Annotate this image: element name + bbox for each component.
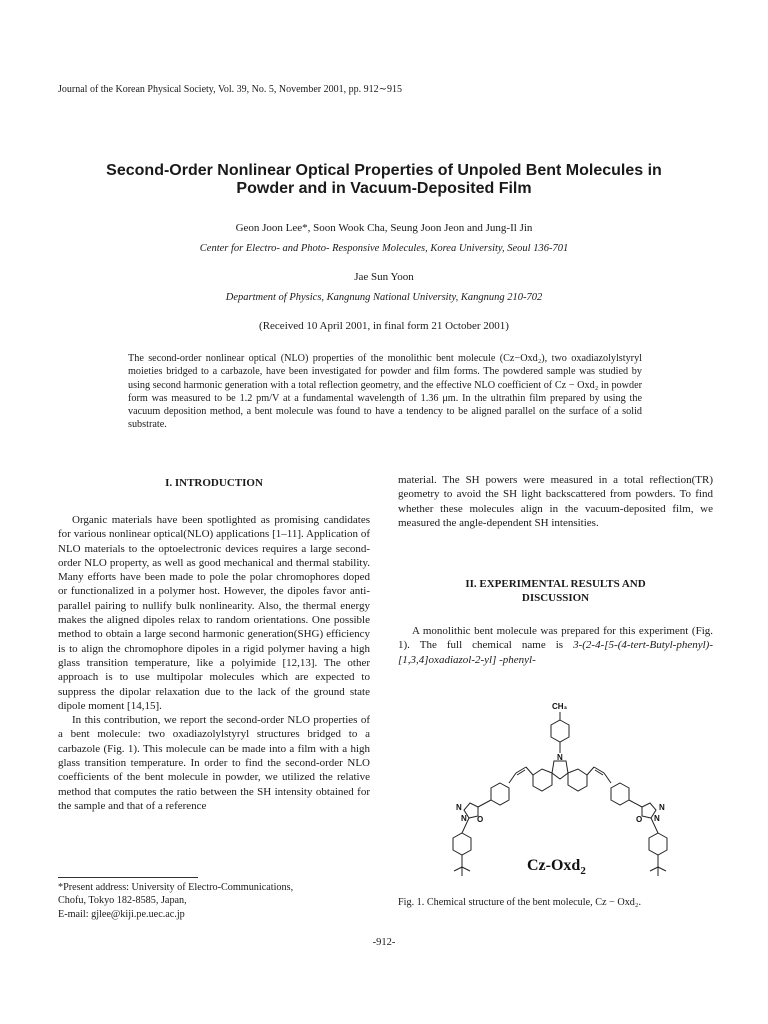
received-dates: (Received 10 April 2001, in final form 21 October 2001) xyxy=(259,320,509,332)
carbazole-left-ring xyxy=(533,769,552,791)
left-n-label-1: N xyxy=(456,803,462,812)
right-lower-phenyl-ring xyxy=(649,833,667,855)
introduction-body xyxy=(58,513,370,813)
author-separator: and xyxy=(464,222,486,234)
right-n-label-1: N xyxy=(659,803,665,812)
section-heading-results xyxy=(398,577,713,606)
results-paragraph-1 xyxy=(398,624,713,667)
title-line-2: Powder and in Vacuum-Deposited Film xyxy=(236,180,532,197)
compound-label-text: Cz-Oxd xyxy=(527,857,581,874)
left-n-label-2: N xyxy=(461,814,467,823)
affiliation-1: Center for Electro- and Photo- Responsive Molecules, Korea University, Seoul 136-701 xyxy=(199,243,569,254)
title-line-1: Second-Order Nonlinear Optical Properties of Unpoled Bent Molecules in xyxy=(106,162,662,179)
paper-title xyxy=(40,162,728,198)
right-vinyl-double-bond-2 xyxy=(595,770,603,775)
right-column-continuation xyxy=(398,473,713,530)
right-vinyl-bond-1 xyxy=(587,767,594,775)
abstract: The second-order nonlinear optical (NLO) properties of the monolithic bent molecule (Cz−Oxd₂), two oxadiazolylstyryl moieties bridged to a carbazole, have been investigated for powder and film forms. The powdered sample was studied by using second harmonic generation with a total reflection geometry, and the effective NLO coefficient of Cz − Oxd₂ in powder form was measured to be 1.2 pm/V at a fundamental wavelength of 1.36 μm. In the ultrathin film prepared by using the vacuum deposition method, a bent molecule was found to have a tendency to be aligned parallel on the surface of a solid substrate. xyxy=(128,353,642,431)
footnote-rule xyxy=(58,877,198,878)
left-vinyl-bond-2 xyxy=(509,773,516,783)
author-4: Jung-Il Jin xyxy=(485,222,533,234)
compound-label xyxy=(527,857,586,877)
author-5: Jae Sun Yoon xyxy=(354,271,414,283)
carbazole-right-ring xyxy=(568,769,587,791)
right-n-label-2: N xyxy=(654,814,660,823)
section-heading-introduction: I. INTRODUCTION xyxy=(165,477,263,489)
page-number: -912- xyxy=(372,937,396,948)
left-o-label: O xyxy=(477,815,484,824)
right-oxadiazole-bond xyxy=(629,800,642,807)
right-vinyl-bond-2 xyxy=(604,773,611,783)
chemical-structure-figure xyxy=(430,695,700,895)
footnote-line-1: *Present address: University of Electro-Communications, xyxy=(58,882,294,893)
author-1: Geon Joon Lee*, xyxy=(235,222,314,234)
figure-caption: Fig. 1. Chemical structure of the bent molecule, Cz − Oxd₂. xyxy=(398,897,641,908)
right-phenyl-ring xyxy=(611,783,629,805)
right-o-label: O xyxy=(636,815,643,824)
section-heading-line-1: II. EXPERIMENTAL RESULTS AND xyxy=(465,578,646,590)
footnote-line-3: E-mail: gjlee@kiji.pe.uec.ac.jp xyxy=(58,908,185,920)
intro-paragraph-1: Organic materials have been spotlighted as promising candidates for various nonlinear optical(NLO) applications [1–11]. Application of NLO materials to the optoelectronic devices requires a large second-order NLO property, as well as good mechanical and thermal stability. Many efforts have been made to pole the polar chromophores doped or functionalized in a polymer host. However, the dipoles favor anti-parallel pairing to nullify bulk nonlinearity. Also, the thermal energy makes the aligned dipoles relax to random orientations. One possible method to obtain a large second harmonic generation(SHG) efficiency is to align the chromophore dipoles in a rigid polymer having a high glass transition temperature, like a polyimide [12,13]. The other approach is to use multipolar molecules which are expected to suppress the dipolar relaxation due to the lack of the ground state dipole moment [14,15]. xyxy=(58,514,370,712)
left-lower-phenyl-ring xyxy=(453,833,471,855)
footnote xyxy=(58,881,370,921)
left-oxadiazole-bond xyxy=(478,800,491,807)
left-tbutyl-methyl-1 xyxy=(454,867,462,871)
carbazole-n-label: N xyxy=(557,753,563,762)
right-tbutyl-methyl-1 xyxy=(650,867,658,871)
chemical-name: 3-(2-4-[5-(4-tert-Butyl-phenyl)-[1,3,4]oxadiazol-2-yl] -phenyl- xyxy=(398,639,713,666)
ch3-label: CH₃ xyxy=(552,702,568,711)
continued-paragraph: material. The SH powers were measured in a total reflection(TR) geometry to avoid the SH light backscattered from powders. To find whether these molecules align in the vacuum-deposited film, we measured the angle-dependent SH intensities. xyxy=(398,474,713,529)
intro-paragraph-2: In this contribution, we report the second-order NLO properties of a bent molecule: two oxadiazolylstyryl structures bridged to a carbazole (Fig. 1). This molecule can be made into a film with a high glass transition temperature. In order to find the second-order NLO coefficients of the bent molecule in powder, we utilized the relative method that computes the ratio between the SH intensity obtained for the sample and that of a reference xyxy=(58,714,370,812)
carbazole-pyrrole-ring xyxy=(552,761,568,779)
results-paragraph-text: A monolithic bent molecule was prepared for this experiment (Fig. 1). The full chemical name is xyxy=(398,625,713,652)
left-vinyl-double-bond-2 xyxy=(517,770,525,775)
author-3: Seung Joon Jeon xyxy=(390,222,465,234)
affiliation-2: Department of Physics, Kangnung National University, Kangnung 210-702 xyxy=(225,292,543,303)
section-heading-line-2: DISCUSSION xyxy=(521,592,590,605)
compound-label-subscript: 2 xyxy=(580,865,586,877)
author-list xyxy=(40,222,728,234)
left-phenyl-ring xyxy=(491,783,509,805)
results-body xyxy=(398,624,713,667)
left-tbutyl-methyl-2 xyxy=(462,867,470,871)
journal-header: Journal of the Korean Physical Society, Vol. 39, No. 5, November 2001, pp. 912∼915 xyxy=(58,84,402,95)
top-phenyl-ring xyxy=(551,720,569,742)
right-tbutyl-methyl-2 xyxy=(658,867,666,871)
footnote-line-2: Chofu, Tokyo 182-8585, Japan, xyxy=(58,895,187,907)
left-vinyl-bond-1 xyxy=(526,767,533,775)
author-2: Soon Wook Cha, xyxy=(313,222,391,234)
